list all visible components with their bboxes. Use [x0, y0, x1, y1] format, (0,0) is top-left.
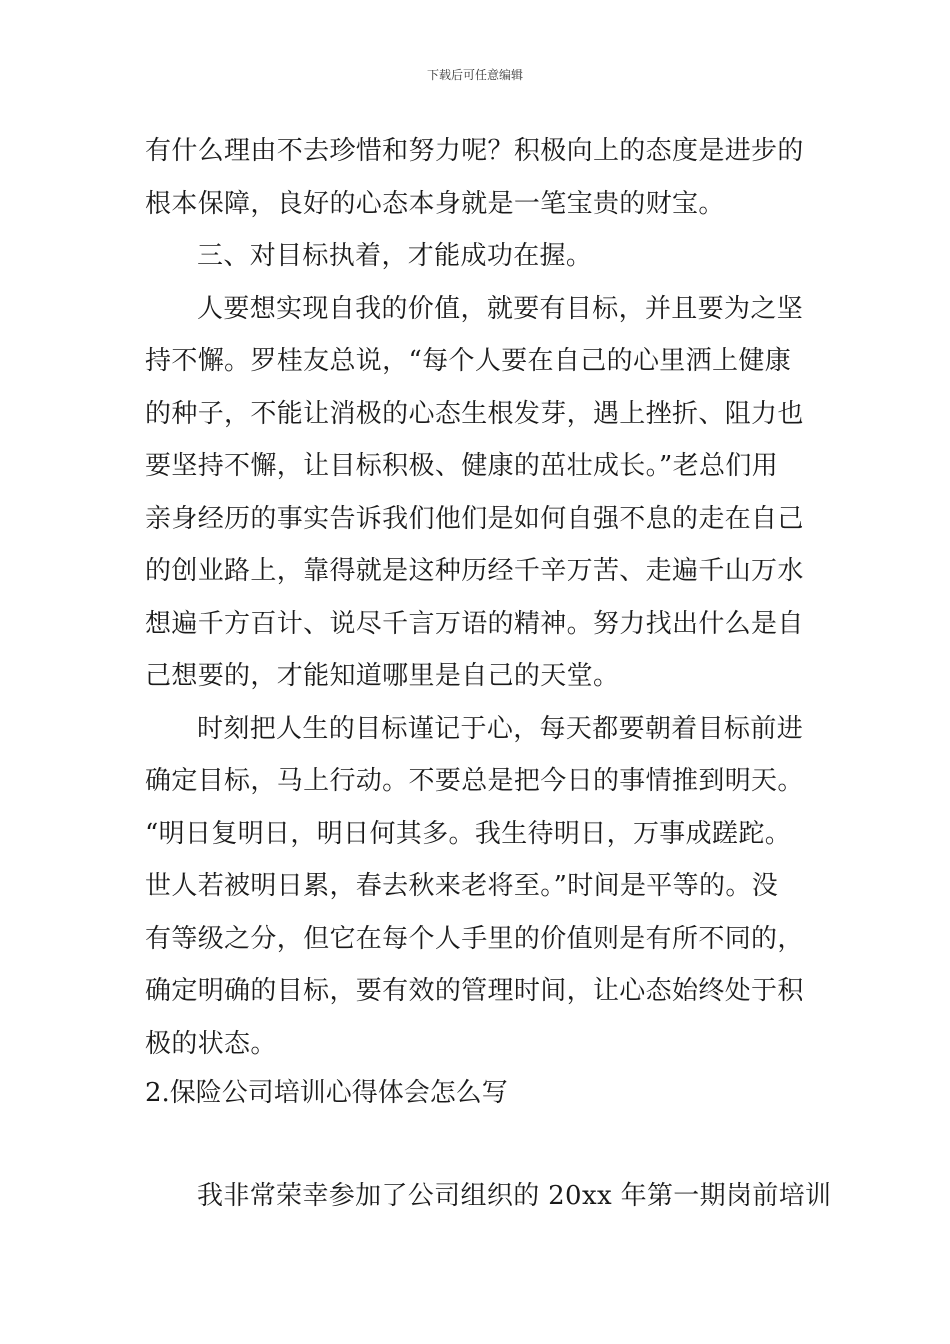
- text-line: 时刻把人生的目标谨记于心，每天都要朝着目标前进: [197, 713, 804, 744]
- text-line: 要坚持不懈，让目标积极、健康的茁壮成长。”老总们用: [145, 451, 779, 481]
- text-line: 我非常荣幸参加了公司组织的 20xx 年第一期岗前培训: [197, 1181, 832, 1211]
- text-line: 人要想实现自我的价值，就要有目标，并且要为之坚: [197, 293, 804, 324]
- text-line: 想遍千方百计、说尽千言万语的精神。努力找出什么是自: [145, 608, 804, 639]
- section-heading: 2.保险公司培训心得体会怎么写: [145, 1078, 508, 1108]
- text-line: 确定明确的目标，要有效的管理时间，让心态始终处于积: [145, 976, 804, 1006]
- document-body: [145, 125, 810, 1070]
- text-line: 根本保障，良好的心态本身就是一笔宝贵的财宝。: [145, 188, 725, 219]
- text-line: “明日复明日，明日何其多。我生待明日，万事成蹉跎。: [145, 818, 792, 849]
- text-line: 的创业路上，靠得就是这种历经千辛万苦、走遍千山万水: [145, 556, 804, 586]
- text-line: 有什么理由不去珍惜和努力呢？积极向上的态度是进步的: [145, 136, 804, 166]
- text-line: 世人若被明日累，春去秋来老将至。”时间是平等的。没: [145, 871, 779, 901]
- text-line: 的种子，不能让消极的心态生根发芽，遇上挫折、阻力也: [145, 398, 804, 429]
- subheading-line: 三、对目标执着，才能成功在握。: [197, 241, 593, 271]
- text-line: 亲身经历的事实告诉我们他们是如何自强不息的走在自己: [145, 503, 804, 534]
- text-line: 己想要的，才能知道哪里是自己的天堂。: [145, 661, 620, 691]
- text-line: 持不懈。罗桂友总说，“每个人要在自己的心里洒上健康: [145, 346, 792, 376]
- text-line: 极的状态。: [145, 1028, 277, 1059]
- text-line: 确定目标，马上行动。不要总是把今日的事情推到明天。: [145, 766, 804, 796]
- text-line: 有等级之分，但它在每个人手里的价值则是有所不同的，: [145, 923, 804, 954]
- page-header-note: 下载后可任意编辑: [426, 68, 523, 82]
